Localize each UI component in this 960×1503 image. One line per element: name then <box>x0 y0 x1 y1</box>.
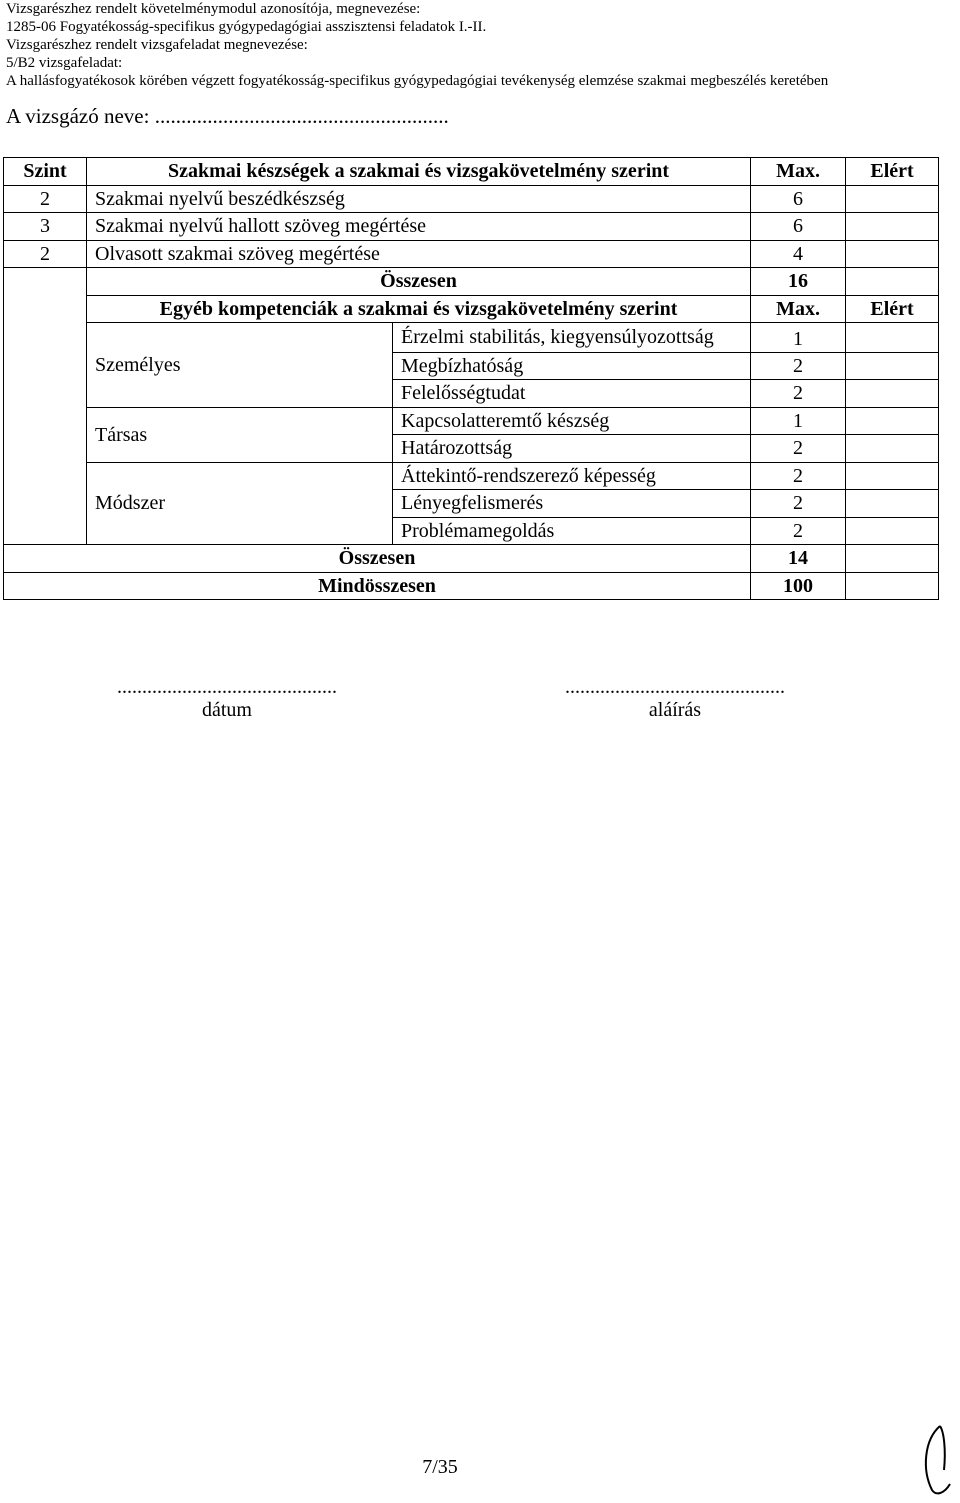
date-label: dátum <box>202 699 252 721</box>
achieved-score-input[interactable] <box>846 407 939 435</box>
competency-name: Határozottság <box>393 435 751 463</box>
competency-max: 1 <box>751 407 846 435</box>
level-header: Szint <box>4 158 87 186</box>
achieved-score-input[interactable] <box>846 545 939 573</box>
signature-dotted-line[interactable]: ............................................ <box>565 676 785 698</box>
achieved-score-input[interactable] <box>846 240 939 268</box>
header-task-code: 5/B2 vizsgafeladat: <box>6 55 123 71</box>
candidate-name-line: A vizsgázó neve: ........................................................ <box>6 104 449 128</box>
signature-label: aláírás <box>648 699 702 721</box>
subtotal-label: Összesen <box>4 545 751 573</box>
skill-level: 3 <box>4 213 87 241</box>
max-header: Max. <box>751 295 846 323</box>
date-dotted-line[interactable]: ............................................ <box>117 676 337 698</box>
achieved-score-input[interactable] <box>846 323 939 353</box>
subtotal-label: Összesen <box>87 268 751 296</box>
table-header-row <box>4 158 939 186</box>
skill-name: Szakmai nyelvű hallott szöveg megértése <box>87 213 751 241</box>
competency-name: Érzelmi stabilitás, kiegyensúlyozottság <box>393 323 751 353</box>
competency-max: 2 <box>751 462 846 490</box>
max-header: Max. <box>751 158 846 186</box>
competency-name: Kapcsolatteremtő készség <box>393 407 751 435</box>
competency-name: Lényegfelismerés <box>393 490 751 518</box>
signature-block <box>540 676 810 722</box>
page-number: 7/35 <box>422 1456 458 1478</box>
table-row <box>4 185 939 213</box>
subtotal-value: 14 <box>751 545 846 573</box>
table-row <box>4 213 939 241</box>
competency-max: 2 <box>751 517 846 545</box>
competency-name: Áttekintő-rendszerező képesség <box>393 462 751 490</box>
handwritten-initial-mark <box>918 1420 958 1500</box>
competency-name: Problémamegoldás <box>393 517 751 545</box>
skill-max: 6 <box>751 213 846 241</box>
achieved-score-input[interactable] <box>846 185 939 213</box>
competency-max: 2 <box>751 490 846 518</box>
skill-max: 4 <box>751 240 846 268</box>
achieved-score-input[interactable] <box>846 490 939 518</box>
competencies-header: Egyéb kompetenciák a szakmai és vizsgakövetelmény szerint <box>87 295 751 323</box>
skills-header: Szakmai készségek a szakmai és vizsgakövetelmény szerint <box>87 158 751 186</box>
competency-group: Társas <box>87 407 393 462</box>
competency-group: Módszer <box>87 462 393 545</box>
header-module-name: 1285-06 Fogyatékosság-specifikus gyógypedagógiai asszisztensi feladatok I.-II. <box>6 19 487 35</box>
achieved-header: Elért <box>846 295 939 323</box>
grand-total-row <box>4 572 939 600</box>
achieved-score-input[interactable] <box>846 352 939 380</box>
table-row <box>4 407 939 435</box>
competency-name: Felelősségtudat <box>393 380 751 408</box>
skill-level: 2 <box>4 185 87 213</box>
achieved-score-input[interactable] <box>846 517 939 545</box>
grading-table <box>3 157 939 600</box>
subtotal-row <box>4 545 939 573</box>
achieved-header: Elért <box>846 158 939 186</box>
grand-total-value: 100 <box>751 572 846 600</box>
header-task-label: Vizsgarészhez rendelt vizsgafeladat megnevezése: <box>6 37 308 53</box>
skill-name: Szakmai nyelvű beszédkészség <box>87 185 751 213</box>
header-task-name: A hallásfogyatékosok körében végzett fogyatékosság-specifikus gyógypedagógiai tevékenység elemzése szakmai megbeszélés keretében <box>6 73 829 89</box>
achieved-score-input[interactable] <box>846 380 939 408</box>
competency-max: 2 <box>751 352 846 380</box>
skill-name: Olvasott szakmai szöveg megértése <box>87 240 751 268</box>
competency-group: Személyes <box>87 323 393 408</box>
table-row <box>4 462 939 490</box>
competency-max: 2 <box>751 435 846 463</box>
achieved-score-input[interactable] <box>846 572 939 600</box>
achieved-score-input[interactable] <box>846 268 939 296</box>
document-header <box>6 0 828 90</box>
skill-max: 6 <box>751 185 846 213</box>
table-row <box>4 240 939 268</box>
competency-name: Megbízhatóság <box>393 352 751 380</box>
grand-total-label: Mindösszesen <box>4 572 751 600</box>
subtotal-value: 16 <box>751 268 846 296</box>
achieved-score-input[interactable] <box>846 435 939 463</box>
subtotal-row <box>4 268 939 296</box>
competency-max: 1 <box>751 323 846 353</box>
date-signature-block <box>92 676 362 722</box>
skill-level: 2 <box>4 240 87 268</box>
achieved-score-input[interactable] <box>846 213 939 241</box>
header-module-label: Vizsgarészhez rendelt követelménymodul azonosítója, megnevezése: <box>6 1 421 17</box>
achieved-score-input[interactable] <box>846 462 939 490</box>
competency-max: 2 <box>751 380 846 408</box>
table-header-row <box>4 295 939 323</box>
